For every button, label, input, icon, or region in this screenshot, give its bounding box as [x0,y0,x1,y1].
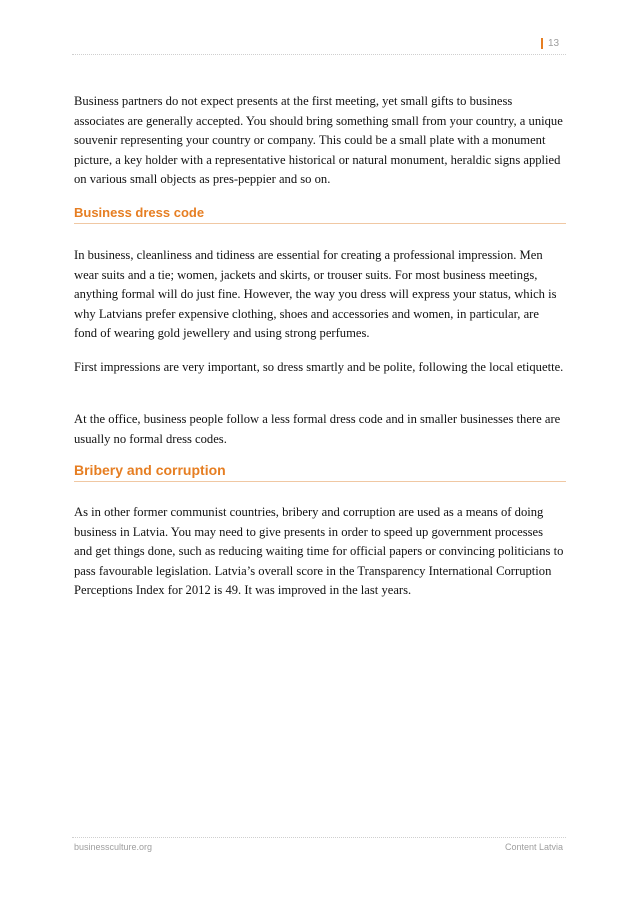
footer-divider [72,837,566,838]
paragraph-dress-1: In business, cleanliness and tidiness are essential for creating a professional impression. Men wear suits and a tie; women, jackets and skirts, or trouser suits. For most business meetings, anything formal will do just fine. However, the way you dress will express your status, which is why Latvians prefer expensive clothing, shoes and accessories and women, in particular, are fond of wearing gold jewellery and using strong perfumes. [74,248,557,341]
page-number [541,38,559,49]
paragraph-gifts: Business partners do not expect presents at the first meeting, yet small gifts to business associates are generally accepted. You should bring something small from your country, a unique souvenir representing your country or company. This could be a small plate with a monument picture, a key holder with a representative historical or natural monument, heraldic signs applied on various small objects as pres-peppier and so on. [74,94,563,187]
heading-business-dress-code: Business dress code [74,205,566,224]
footer-website: businessculture.org [74,842,153,852]
page-number-divider [541,38,543,49]
paragraph-dress-2: First impressions are very important, so dress smartly and be polite, following the local etiquette. [74,360,564,374]
header-divider [72,54,566,55]
paragraph-dress-3: At the office, business people follow a less formal dress code and in smaller businesses there are usually no formal dress codes. [74,412,561,446]
page-number-text: 13 [548,38,560,49]
heading-bribery-and-corruption: Bribery and corruption [74,462,566,482]
paragraph-bribery: As in other former communist countries, bribery and corruption are used as a means of doing business in Latvia. You may need to give presents in order to speed up government processes and get things done, such as reducing waiting time for official papers or convincing politicians to pass favourable legislation. Latvia’s overall score in the Transparency International Corruption Perceptions Index for 2012 is 49. It was improved in the last years. [74,505,564,598]
footer-section-title: Content Latvia [504,842,563,852]
